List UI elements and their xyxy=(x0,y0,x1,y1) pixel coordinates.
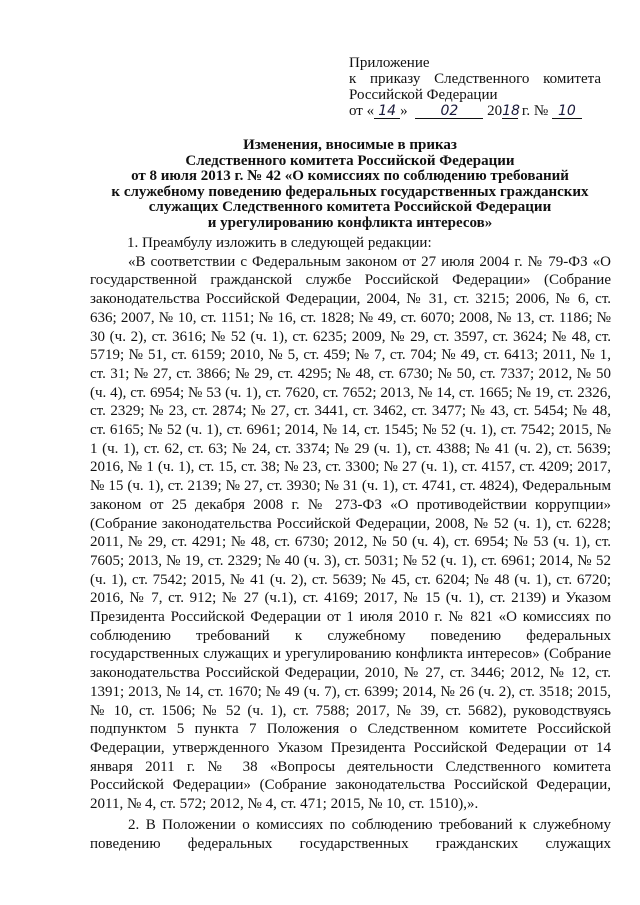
title-line: Изменения, вносимые в приказ xyxy=(243,137,457,153)
item-2-line-2: поведению федеральных государственных гражданских служащих xyxy=(90,835,611,852)
appendix-order-ref: к приказу Следственного комитета xyxy=(349,71,601,87)
year-suffix: 18 xyxy=(502,103,520,119)
appendix-federation: Российской Федерации xyxy=(349,87,498,103)
title-line: от 8 июля 2013 г. № 42 «О комиссиях по соблюдению требований xyxy=(131,168,569,185)
item-2-line-1: 2. В Положении о комиссиях по соблюдению требований к служебному xyxy=(128,816,611,833)
year-tail: г. № xyxy=(521,103,549,119)
year-prefix: 20 xyxy=(487,103,503,119)
document-title xyxy=(90,138,610,232)
title-line: служащих Следственного комитета Российской Федерации xyxy=(148,199,552,216)
date-day: 14 xyxy=(374,105,400,119)
appendix-label: Приложение xyxy=(349,55,430,71)
appendix-date-line xyxy=(349,103,601,119)
order-number: 10 xyxy=(552,105,582,119)
title-line: Следственного комитета Российской Федерации xyxy=(185,152,515,169)
preamble-paragraph: «В соответствии с Федеральным законом от 27 июля 2004 г. № 79-ФЗ «О государственной гражданской службе Российской Федерации» (Собрание законодательства Российской Федерации, 2004, № 31, ст. 3215; 2006, № 6, ст. 636; 2007, № 10, ст. 1151; № 16, ст. 1828; № 49, ст. 6070; 2008, № 13, ст. 1186; № 30 (ч. 2), ст. 3616; № 52 (ч. 1), ст. 6235; 2009, № 29, ст. 3597, ст. 3624; № 48, ст. 5719; № 51, ст. 6159; 2010, № 5, ст. 459; № 7, ст. 704; № 49, ст. 6413; 2011, № 1, ст. 31; № 27, ст. 3866; № 29, ст. 4295; № 48, ст. 6730; № 50, ст. 7337; 2012, № 50 (ч. 4), ст. 6954; № 53 (ч. 1), ст. 7620, ст. 7652; 2013, № 14, ст. 1665; № 19, ст. 2326, ст. 2329; № 23, ст. 2874; № 27, ст. 3441, ст. 3462, ст. 3477; № 43, ст. 5454; № 48, ст. 6165; № 52 (ч. 1), ст. 6961; 2014, № 14, ст. 1545; № 52 (ч. 1), ст. 7542; 2015, № 1 (ч. 1), ст. 62, ст. 63; № 24, ст. 3374; № 29 (ч. 1), ст. 4388; № 41 (ч. 2), ст. 5639; 2016, № 1 (ч. 1), ст. 15, ст. 38; № 23, ст. 3300; № 27 (ч. 1), ст. 4157, ст. 4209; 2017, № 15 (ч. 1), ст. 2139; № 27, ст. 3930; № 31 (ч. 1), ст. 4741, ст. 4824), Федеральным законом от 25 декабря 2008 г. № 273-ФЗ «О противодействии коррупции» (Собрание законодательства Российской Федерации, 2008, № 52 (ч. 1), ст. 6228; 2011, № 29, ст. 4291; № 48, ст. 6730; 2012, № 50 (ч. 4), ст. 6954; № 53 (ч. 1), ст. 7605; 2013, № 19, ст. 2329; № 40 (ч. 3), ст. 5031; № 52 (ч. 1), ст. 6961; 2014, № 52 (ч. 1), ст. 7542; 2015, № 41 (ч. 2), ст. 5639; № 45, ст. 6204; № 48 (ч. 1), ст. 6720; 2016, № 7, ст. 912; № 27 (ч.1), ст. 4169; 2017, № 15 (ч. 1), ст. 2139) и Указом Президента Российской Федерации от 1 июля 2010 г. № 821 «О комиссиях по соблюдению требований к служебному поведению федеральных государственных служащих и урегулированию конфликта интересов» (Собрание законодательства Российской Федерации, 2010, № 27, ст. 3446; 2012, № 12, ст. 1391; 2013, № 14, ст. 1670; № 49 (ч. 7), ст. 6399; 2014, № 26 (ч. 2), ст. 3518; 2015, № 10, ст. 1506; № 52 (ч. 1), ст. 7588; 2017, № 39, ст. 5682), руководствуясь подпунктом 5 пункта 7 Положения о Следственном комитете Российской Федерации, утвержденного Указом Президента Российской Федерации от 14 января 2011 г. № 38 «Вопросы деятельности Следственного комитета Российской Федерации» (Собрание законодательства Российской Федерации, 2011, № 4, ст. 572; 2012, № 4, ст. 471; 2015, № 10, ст. 1510),». xyxy=(90,253,611,813)
item-1-heading: 1. Преамбулу изложить в следующей редакции: xyxy=(127,235,432,251)
title-line: к служебному поведению федеральных государственных гражданских xyxy=(111,183,589,200)
title-line: и урегулированию конфликта интересов» xyxy=(207,214,493,231)
appendix-block xyxy=(349,55,601,119)
document-body xyxy=(90,234,611,853)
date-prefix: от « xyxy=(349,103,375,119)
date-sep: » xyxy=(400,103,408,119)
date-month: 02 xyxy=(415,105,483,119)
